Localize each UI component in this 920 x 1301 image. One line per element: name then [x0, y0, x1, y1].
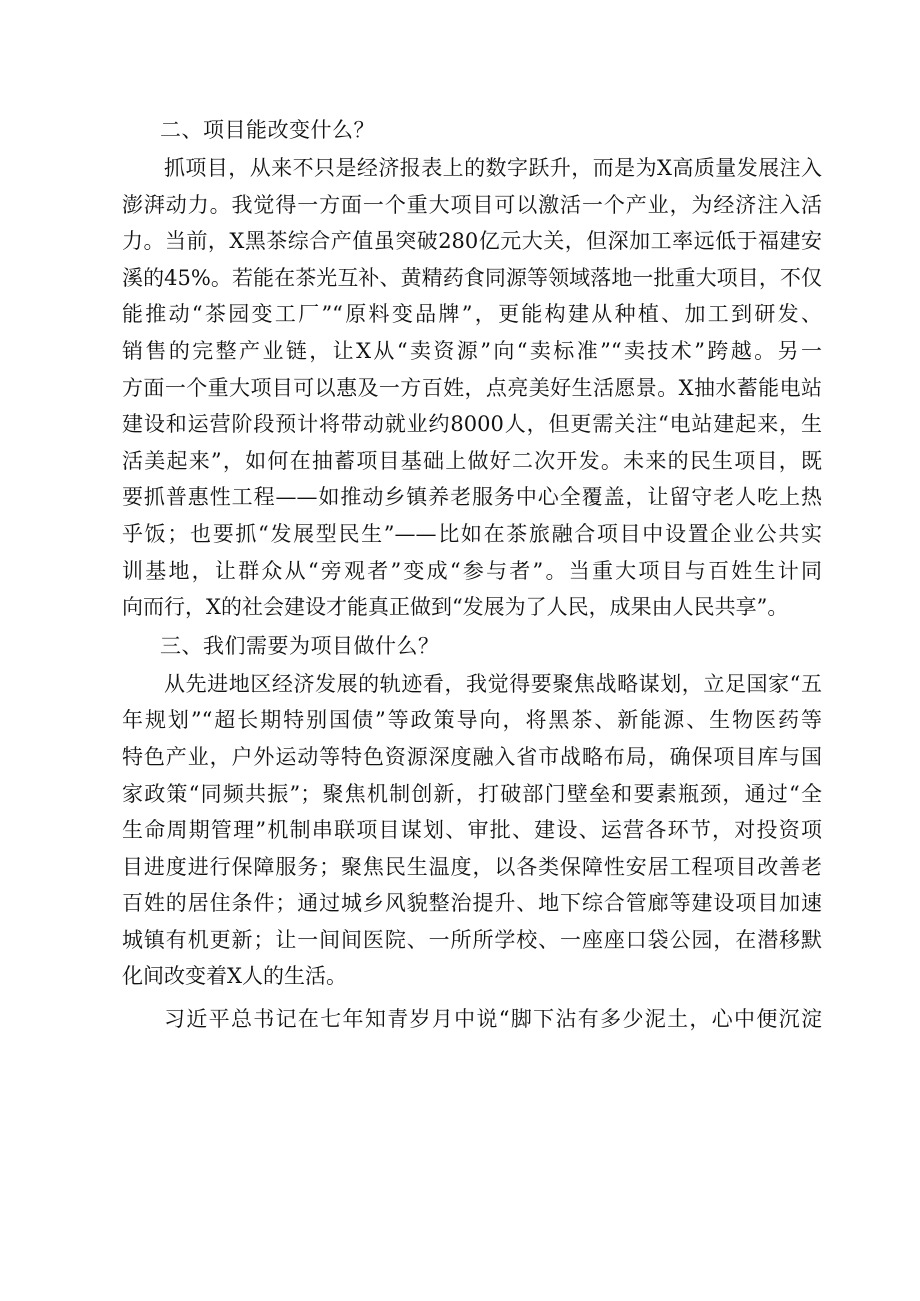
paragraph-line: 化间改变着X人的生活。 [122, 964, 347, 989]
section-2-paragraph [122, 150, 822, 626]
section-2-heading: 二、项目能改变什么？ [160, 118, 375, 142]
section-3-paragraph [122, 666, 822, 995]
paragraph-line: 年规划”“超长期特别国债”等政策导向，将黑茶、新能源、生物医药等 [122, 708, 822, 733]
paragraph-line: 城镇有机更新；让一间间医院、一所所学校、一座座口袋公园，在潜移默 [122, 927, 822, 952]
paragraph-line: 抓项目，从来不只是经济报表上的数字跃升，而是为X高质量发展注入 [164, 156, 822, 180]
paragraph-line: 要抓普惠性工程——如推动乡镇养老服务中心全覆盖，让留守老人吃上热 [122, 485, 822, 510]
paragraph-line: 力。当前，X黑茶综合产值虽突破280亿元大关，但深加工率远低于福建安 [122, 229, 822, 254]
closing-paragraph [122, 1001, 822, 1038]
paragraph-line: 销售的完整产业链，让X从“卖资源”向“卖标准”“卖技术”跨越。另一 [122, 338, 822, 363]
paragraph-line: 活美起来”，如何在抽蓄项目基础上做好二次开发。未来的民生项目，既 [122, 448, 822, 473]
paragraph-line: 家政策“同频共振”；聚焦机制创新，打破部门壁垒和要素瓶颈，通过“全 [122, 781, 822, 806]
paragraph-line: 特色产业，户外运动等特色资源深度融入省市战略布局，确保项目库与国 [122, 744, 822, 769]
paragraph-line: 生命周期管理”机制串联项目谋划、审批、建设、运营各环节，对投资项 [122, 818, 822, 843]
document-body [122, 112, 822, 1038]
paragraph-line: 能推动“茶园变工厂”“原料变品牌”，更能构建从种植、加工到研发、 [122, 302, 822, 327]
paragraph-line: 向而行，X的社会建设才能真正做到“发展为了人民，成果由人民共享”。 [122, 595, 789, 620]
paragraph-line: 习近平总书记在七年知青岁月中说“脚下沾有多少泥土，心中便沉淀 [164, 1007, 822, 1032]
paragraph-line: 方面一个重大项目可以惠及一方百姓，点亮美好生活愿景。X抽水蓄能电站 [122, 375, 822, 400]
paragraph-line: 百姓的居住条件；通过城乡风貌整治提升、地下综合管廊等建设项目加速 [122, 891, 822, 916]
paragraph-line: 建设和运营阶段预计将带动就业约8000人，但更需关注“电站建起来，生 [122, 412, 822, 437]
paragraph-line: 目进度进行保障服务；聚焦民生温度，以各类保障性安居工程项目改善老 [122, 854, 822, 879]
section-3-heading: 三、我们需要为项目做什么？ [160, 633, 440, 658]
paragraph-line: 澎湃动力。我觉得一方面一个重大项目可以激活一个产业，为经济注入活 [122, 192, 822, 217]
paragraph-line: 从先进地区经济发展的轨迹看，我觉得要聚焦战略谋划，立足国家“五 [164, 671, 822, 696]
paragraph-line: 训基地，让群众从“旁观者”变成“参与者”。当重大项目与百姓生计同 [122, 558, 822, 583]
paragraph-line: 乎饭；也要抓“发展型民生”——比如在茶旅融合项目中设置企业公共实 [122, 521, 822, 546]
paragraph-line: 溪的45%。若能在茶光互补、黄精药食同源等领域落地一批重大项目，不仅 [122, 265, 822, 290]
